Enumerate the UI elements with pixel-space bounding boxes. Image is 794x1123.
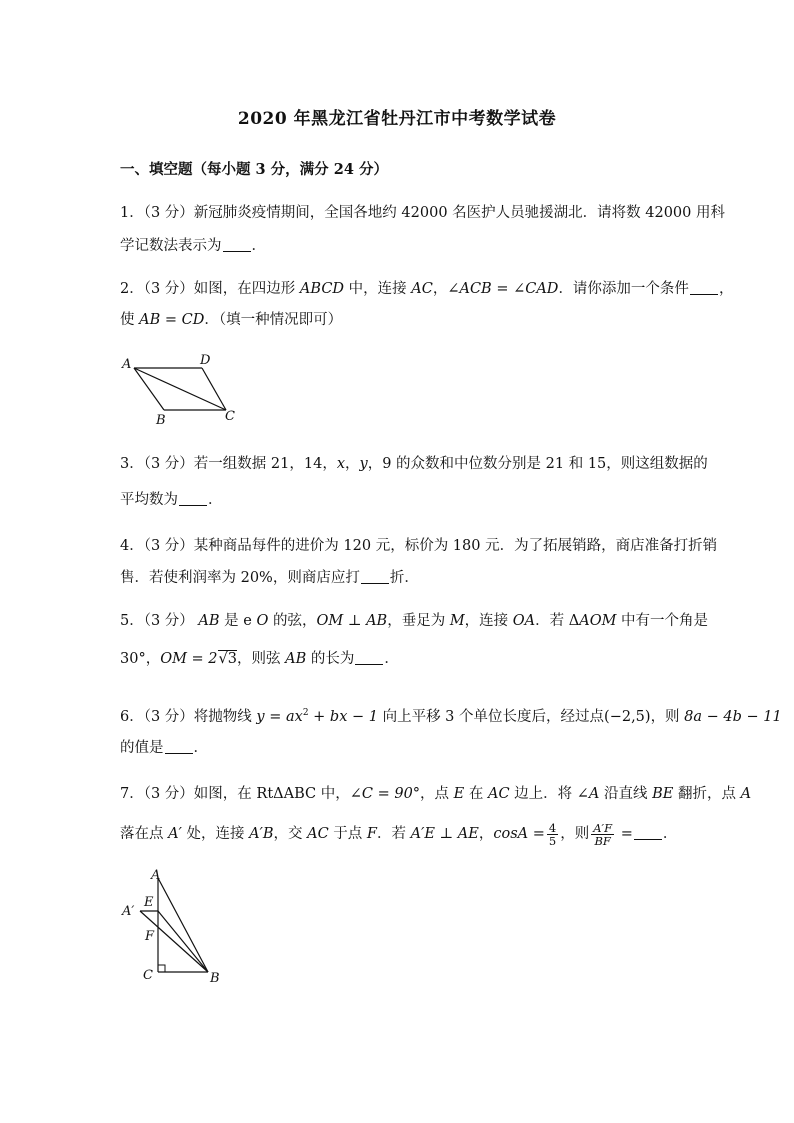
question-6-line-2: 的值是 ． <box>120 740 208 756</box>
question-4-line-1: 4．（3 分）某种商品每件的进价为 120 元，标价为 180 元．为了拓展销路，商店准备打折销 <box>120 538 718 554</box>
question-2-line-2: 使 AB = CD．（填一种情况即可） <box>120 312 343 328</box>
answer-blank[interactable] <box>165 739 193 754</box>
question-3-line-2: 平均数为 ． <box>120 492 223 508</box>
question-4-line-2: 售．若使利润率为 20%，则商店应打 折． <box>120 570 419 586</box>
answer-blank[interactable] <box>634 825 662 840</box>
answer-blank[interactable] <box>355 650 383 665</box>
fraction-cosA: $\frac{4}{5}$ <box>548 820 557 848</box>
vertex-label: C <box>143 968 153 983</box>
question-3-line-1: 3．（3 分）若一组数据 21，14，x，y，9 的众数和中位数分别是 21 和 15，则这组数据的 <box>120 456 708 472</box>
question-1-line-2: 学记数法表示为 ． <box>120 238 266 254</box>
question-2-line-1: 2．（3 分）如图，在四边形 ABCD 中，连接 AC，∠ACB = ∠CAD．请你添加一个条件 ， <box>120 281 734 297</box>
vertex-label: D <box>200 353 211 368</box>
vertex-label: B <box>210 971 220 986</box>
vertex-label: A <box>122 357 132 372</box>
vertex-label: F <box>145 929 155 944</box>
vertex-label: B <box>156 413 166 428</box>
answer-blank[interactable] <box>179 491 207 506</box>
vertex-label: A <box>151 868 161 883</box>
triangle-figure <box>118 862 238 992</box>
answer-blank[interactable] <box>223 237 251 252</box>
quadrilateral-figure <box>118 350 248 430</box>
question-6-line-1: 6．（3 分）将抛物线 $y = ax^2$ + bx − 1 向上平移 3 个单位长度后，经过点(−2,5)，则 8a − 4b − 11 <box>120 708 782 725</box>
page-title: 2020 年黑龙江省牡丹江市中考数学试卷 <box>237 109 557 129</box>
vertex-label: C <box>225 409 235 424</box>
vertex-label: E <box>144 895 154 910</box>
question-5-line-1: 5．（3 分） AB 是 e O 的弦，OM ⊥ AB，垂足为 M，连接 OA．若 ΔAOM 中有一个角是 <box>120 613 709 629</box>
section-heading: 一、填空题（每小题 3 分，满分 24 分） <box>120 161 388 178</box>
question-7-line-1: 7．（3 分）如图，在 RtΔABC 中，∠C = 90°，点 E 在 AC 边上．将 ∠A 沿直线 BE 翻折，点 A <box>120 786 752 802</box>
question-7-line-2: 落在点 A′ 处，连接 A′B，交 AC 于点 F．若 A′E ⊥ AE，cosA = $\frac{4}{5}$ ，则 $\frac{A'F}{BF}$ = ． <box>120 820 678 848</box>
vertex-label: A′ <box>122 904 135 919</box>
fraction-ratio: $\frac{A'F}{BF}$ <box>593 820 613 848</box>
question-5-line-2: 30°，OM = 2√3，则弦 AB 的长为 ． <box>120 651 399 667</box>
answer-blank[interactable] <box>361 569 389 584</box>
question-1-line-1: 1．（3 分）新冠肺炎疫情期间，全国各地约 42000 名医护人员驰援湖北．请将数 42000 用科 <box>120 205 725 221</box>
answer-blank[interactable] <box>690 280 718 295</box>
